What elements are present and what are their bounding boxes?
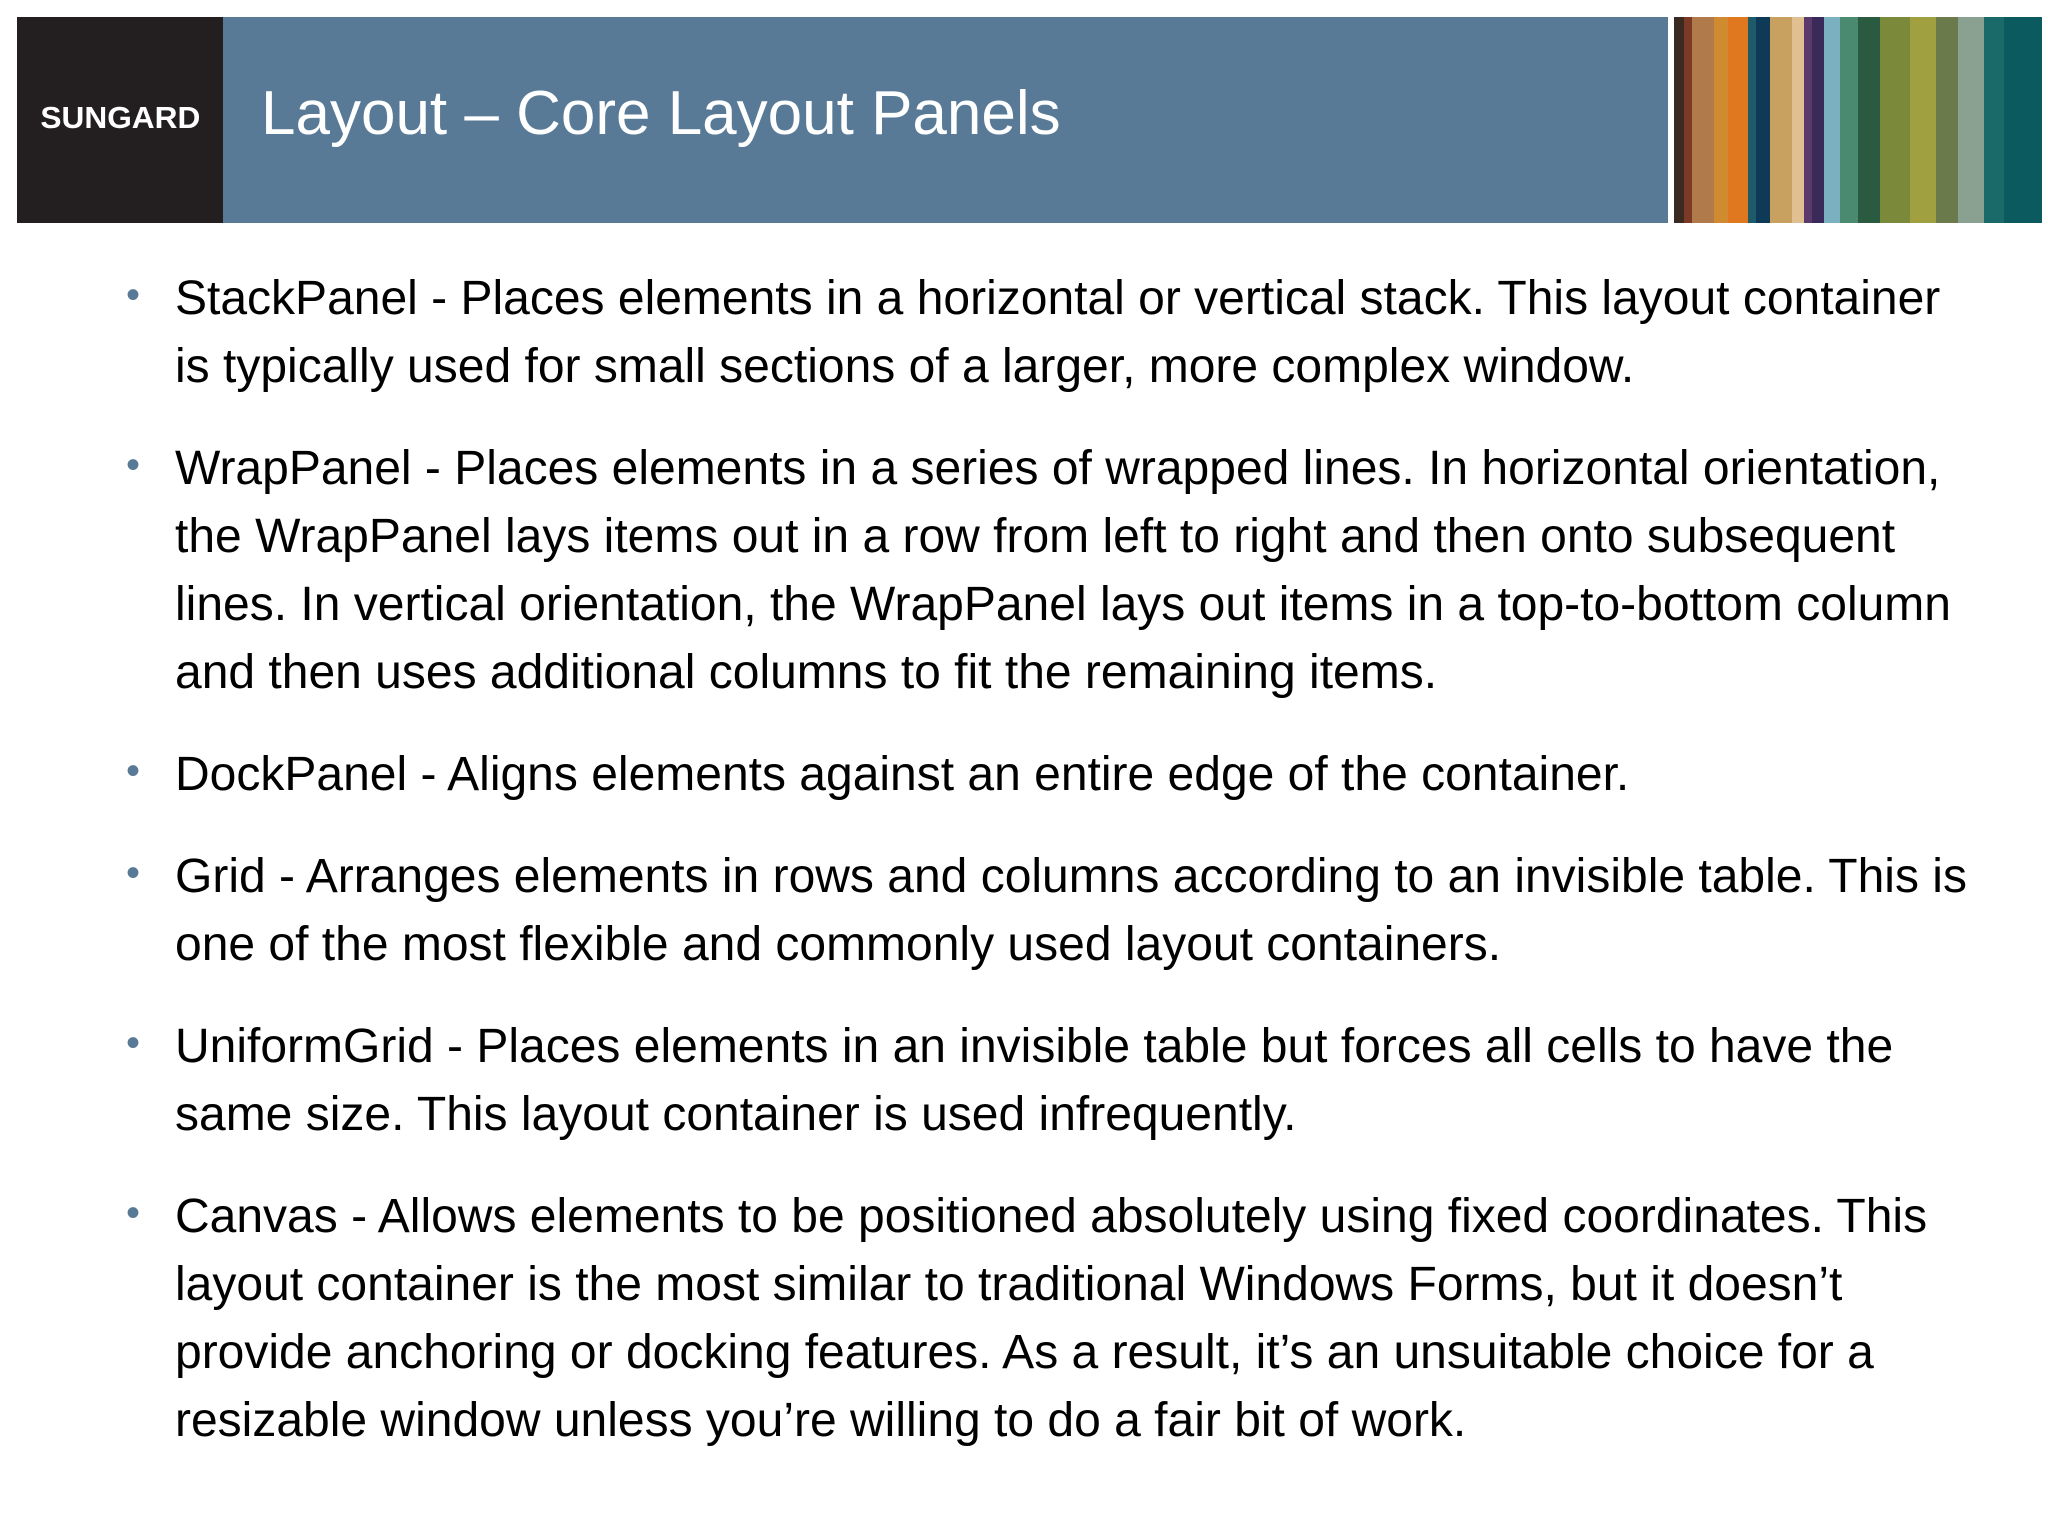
bullet-dot-icon: •: [126, 851, 141, 895]
stripe: [1770, 17, 1793, 223]
stripe: [1824, 17, 1841, 223]
bullet-dot-icon: •: [126, 273, 141, 317]
bullet-wrappanel: [120, 435, 1980, 707]
stripe: [1714, 17, 1729, 223]
stripe: [1756, 17, 1771, 223]
stripe: [1858, 17, 1881, 223]
bullet-grid: [120, 843, 1980, 979]
decorative-stripes: [1668, 17, 2042, 223]
stripes-graphic: [1668, 17, 2042, 223]
stripe-gap: [1668, 17, 1674, 223]
bullet-text: Canvas - Allows elements to be positioned absolutely using fixed coordinates. This layout container is the most similar to traditional Windows Forms, but it doesn’t provide anchoring or docking features. As a result, it’s an unsuitable choice for a resizable window unless you’re willing to do a fair bit of work.: [175, 1190, 1928, 1447]
bullet-text: StackPanel - Places elements in a horizontal or vertical stack. This layout container is typically used for small sections of a larger, more complex window.: [175, 272, 1941, 393]
bullet-canvas: [120, 1183, 1980, 1455]
bullet-text: WrapPanel - Places elements in a series of wrapped lines. In horizontal orientation, the WrapPanel lays items out in a row from left to right and then onto subsequent lines. In vertical orientation, the WrapPanel lays out items in a top-to-bottom column and then uses additional columns to fit the remaining items.: [175, 442, 1951, 699]
bullet-dot-icon: •: [126, 1191, 141, 1235]
bullet-text: DockPanel - Aligns elements against an entire edge of the container.: [175, 748, 1630, 801]
bullet-dockpanel: [120, 741, 1980, 809]
stripe: [1812, 17, 1825, 223]
bullet-text: Grid - Arranges elements in rows and columns according to an invisible table. This is one of the most flexible and commonly used layout containers.: [175, 850, 1967, 971]
bullet-uniformgrid: [120, 1013, 1980, 1149]
stripe: [1958, 17, 1985, 223]
bullet-dot-icon: •: [126, 443, 141, 487]
slide-header: [17, 17, 2042, 223]
stripe: [1936, 17, 1959, 223]
stripe: [1674, 17, 1685, 223]
stripe: [2028, 17, 2042, 223]
stripe: [1804, 17, 1813, 223]
bullet-text: UniformGrid - Places elements in an invisible table but forces all cells to have the same size. This layout container is used infrequently.: [175, 1020, 1894, 1141]
page-title: Layout – Core Layout Panels: [261, 78, 1061, 148]
bullet-stackpanel: [120, 265, 1980, 401]
stripe: [1910, 17, 1937, 223]
stripe: [1792, 17, 1805, 223]
stripe: [1840, 17, 1859, 223]
stripe: [1880, 17, 1911, 223]
stripe: [1984, 17, 2005, 223]
bullet-dot-icon: •: [126, 1021, 141, 1065]
stripe: [1728, 17, 1749, 223]
company-logo: [17, 17, 223, 223]
stripe: [1684, 17, 1693, 223]
title-band: [223, 17, 1668, 223]
stripe: [2004, 17, 2029, 223]
stripe: [1748, 17, 1757, 223]
bullet-dot-icon: •: [126, 749, 141, 793]
stripe: [1692, 17, 1715, 223]
bullet-list: [120, 265, 1980, 1489]
logo-text: SUNGARD: [40, 99, 200, 135]
